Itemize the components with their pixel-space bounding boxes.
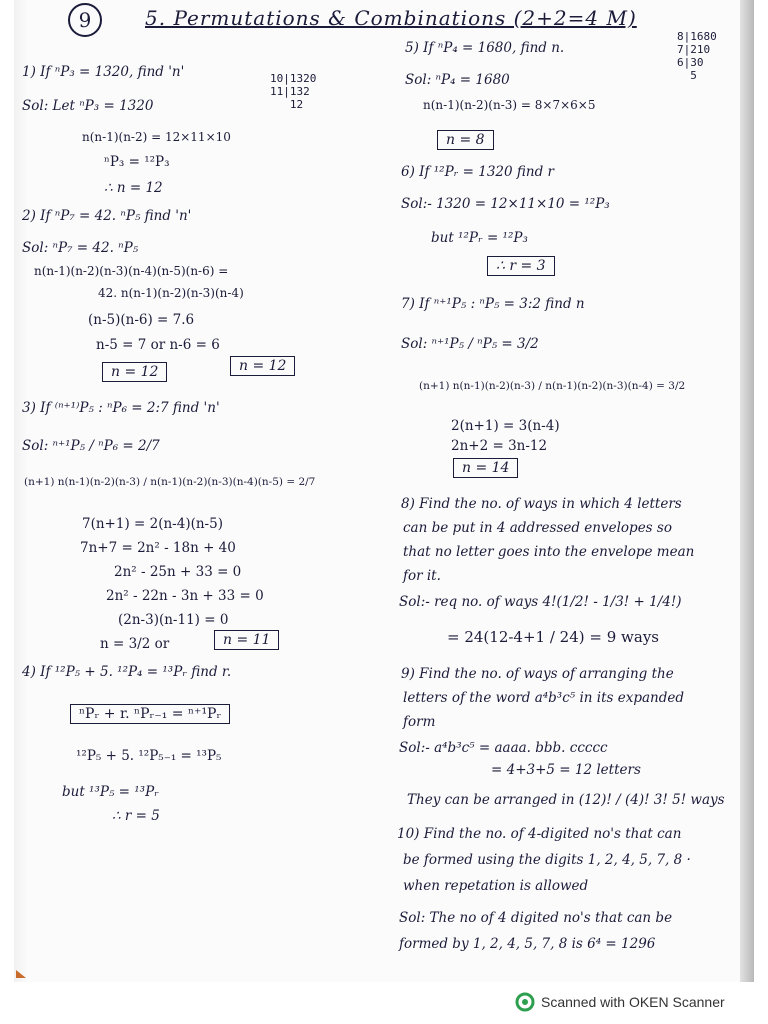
q5-question: 5) If ⁿP₄ = 1680, find n.	[405, 40, 565, 56]
scanner-watermark	[515, 990, 725, 1014]
q9-line2: letters of the word a⁴b³c⁵ in its expanded	[403, 690, 685, 706]
q4-formula: ⁿPᵣ + r. ⁿPᵣ₋₁ = ⁿ⁺¹Pᵣ	[70, 704, 230, 724]
q10-sol-line1: Sol: The no of 4 digited no's that can be	[399, 910, 673, 926]
q9-answer: They can be arranged in (12)! / (4)! 3! 5! ways	[407, 792, 725, 808]
q4-question: 4) If ¹²P₅ + 5. ¹²P₄ = ¹³Pᵣ find r.	[22, 664, 232, 680]
q6-sol: Sol:- 1320 = 12×11×10 = ¹²P₃	[401, 196, 610, 212]
q10-line2: be formed using the digits 1, 2, 4, 5, 7, 8 ·	[403, 852, 691, 868]
q9-step1: = 4+3+5 = 12 letters	[491, 762, 641, 778]
q3-step5: 2n² - 22n - 3n + 33 = 0	[106, 588, 264, 604]
q1-step2: ⁿP₃ = ¹²P₃	[104, 154, 170, 170]
q10-line3: when repetation is allowed	[403, 878, 589, 894]
q6-answer: ∴ r = 3	[487, 256, 555, 276]
q9-sol: Sol:- a⁴b³c⁵ = aaaa. bbb. ccccc	[399, 740, 608, 756]
q4-step1: ¹²P₅ + 5. ¹²P₅₋₁ = ¹³P₅	[76, 748, 222, 764]
q5-step1: n(n-1)(n-2)(n-3) = 8×7×6×5	[423, 98, 596, 112]
scanner-text: Scanned with OKEN Scanner	[541, 994, 725, 1010]
q8-line1: 8) Find the no. of ways in which 4 letters	[401, 496, 682, 512]
q2-question: 2) If ⁿP₇ = 42. ⁿP₅ find 'n'	[22, 208, 192, 224]
page-title: 5. Permutations & Combinations (2+2=4 M)	[145, 6, 637, 30]
q2-step3: (n-5)(n-6) = 7.6	[88, 312, 195, 328]
q5-answer: n = 8	[437, 130, 494, 150]
q2-step4: n-5 = 7 or n-6 = 6	[96, 337, 220, 353]
q3-step6: (2n-3)(n-11) = 0	[118, 612, 229, 628]
page-corner-mark	[16, 970, 26, 978]
q1-question: 1) If ⁿP₃ = 1320, find 'n'	[22, 64, 185, 80]
q4-step2: but ¹³P₅ = ¹³Pᵣ	[62, 784, 159, 800]
q9-line3: form	[403, 714, 436, 730]
q3-step2: 7(n+1) = 2(n-4)(n-5)	[82, 516, 223, 532]
q3-step4: 2n² - 25n + 33 = 0	[114, 564, 242, 580]
q7-question: 7) If ⁿ⁺¹P₅ : ⁿP₅ = 3:2 find n	[401, 296, 585, 312]
q9-line1: 9) Find the no. of ways of arranging the	[401, 666, 674, 682]
page-left-edge	[14, 0, 28, 982]
q8-line3: that no letter goes into the envelope mean	[403, 544, 695, 560]
q2-step1: n(n-1)(n-2)(n-3)(n-4)(n-5)(n-6) =	[34, 264, 229, 278]
q8-line4: for it.	[403, 568, 441, 584]
q8-line2: can be put in 4 addressed envelopes so	[403, 520, 672, 536]
q8-answer: = 24(12-4+1 / 24) = 9 ways	[447, 628, 659, 646]
q2-answer-a: n = 12	[102, 362, 167, 382]
page-number: 9	[68, 3, 102, 37]
q3-step1: (n+1) n(n-1)(n-2)(n-3) / n(n-1)(n-2)(n-3)(n-4)(n-5) = 2/7	[24, 476, 316, 488]
q1-step1: n(n-1)(n-2) = 12×11×10	[82, 130, 231, 144]
q3-question: 3) If ⁽ⁿ⁺¹⁾P₅ : ⁿP₆ = 2:7 find 'n'	[22, 400, 220, 416]
q7-step3: 2n+2 = 3n-12	[451, 438, 548, 454]
page-right-edge-shadow	[740, 0, 754, 982]
oken-scanner-logo-icon	[515, 992, 535, 1012]
q3-step3: 7n+7 = 2n² - 18n + 40	[80, 540, 236, 556]
q10-sol-line2: formed by 1, 2, 4, 5, 7, 8 is 6⁴ = 1296	[399, 936, 656, 952]
q2-sol: Sol: ⁿP₇ = 42. ⁿP₅	[22, 240, 139, 256]
q1-sol: Sol: Let ⁿP₃ = 1320	[22, 98, 154, 114]
q3-answer: n = 11	[214, 630, 279, 650]
page-header	[0, 0, 768, 40]
q10-line1: 10) Find the no. of 4-digited no's that can	[397, 826, 682, 842]
q7-answer: n = 14	[453, 458, 518, 478]
q7-sol: Sol: ⁿ⁺¹P₅ / ⁿP₅ = 3/2	[401, 336, 539, 352]
q2-step2: 42. n(n-1)(n-2)(n-3)(n-4)	[98, 286, 244, 300]
q5-division-work: 8|1680 7|210 6|30 5	[677, 30, 717, 82]
q1-answer: ∴ n = 12	[104, 180, 163, 196]
q7-step1: (n+1) n(n-1)(n-2)(n-3) / n(n-1)(n-2)(n-3)(n-4) = 3/2	[419, 380, 686, 392]
q3-step7: n = 3/2 or	[100, 636, 170, 652]
q3-sol: Sol: ⁿ⁺¹P₅ / ⁿP₆ = 2/7	[22, 438, 160, 454]
q7-step2: 2(n+1) = 3(n-4)	[451, 418, 560, 434]
q1-division-work: 10|1320 11|132 12	[270, 72, 317, 111]
q4-answer: ∴ r = 5	[112, 808, 160, 824]
q6-step1: but ¹²Pᵣ = ¹²P₃	[431, 230, 528, 246]
q5-sol: Sol: ⁿP₄ = 1680	[405, 72, 510, 88]
q6-question: 6) If ¹²Pᵣ = 1320 find r	[401, 164, 554, 180]
q8-sol: Sol:- req no. of ways 4!(1/2! - 1/3! + 1/4!)	[399, 594, 682, 610]
q2-answer-b: n = 12	[230, 356, 295, 376]
